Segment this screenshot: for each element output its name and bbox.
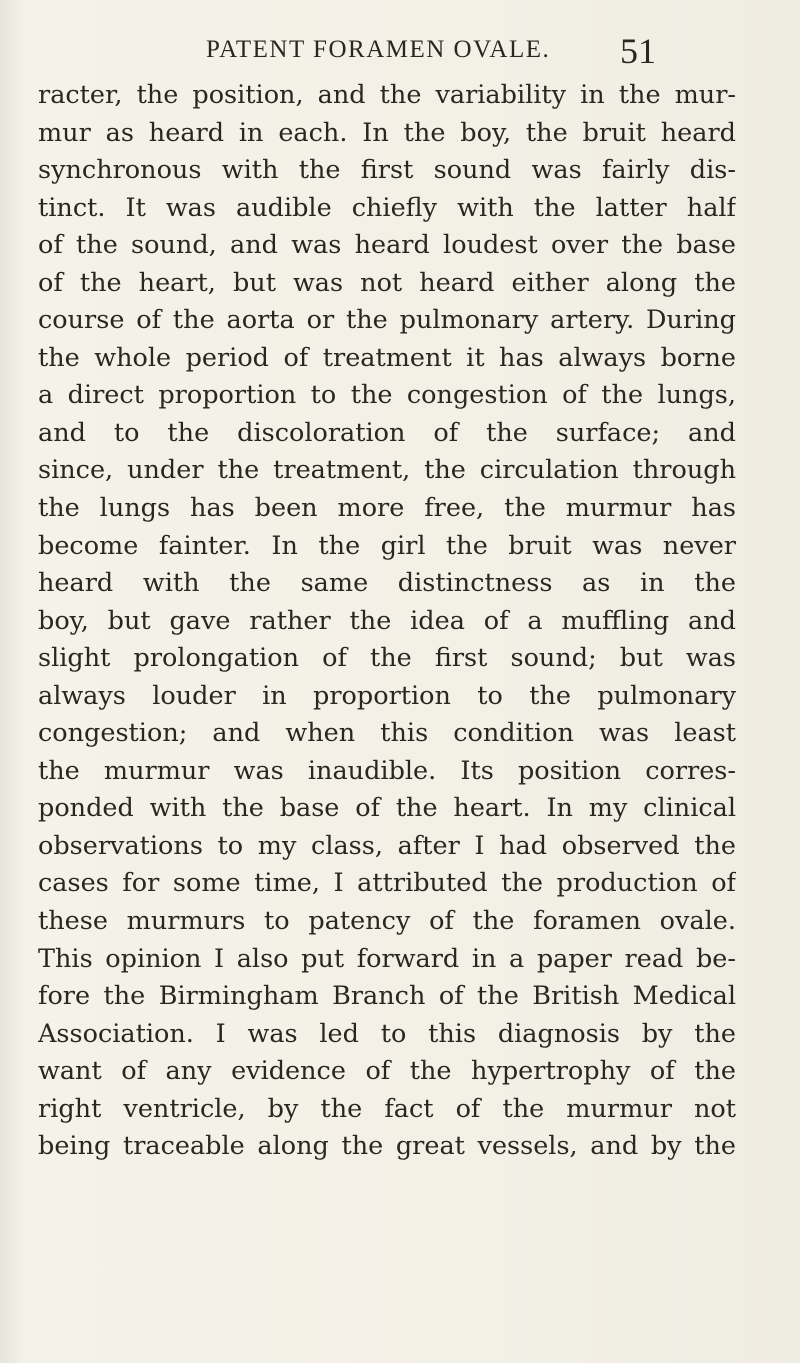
text-line: Association. I was led to this diagnosis by the (38, 1018, 736, 1049)
text-line: of the sound, and was heard loudest over the base (38, 230, 736, 261)
text-line: since, under the treatment, the circulation through (38, 455, 736, 486)
text-line: the murmur was inaudible. Its position corres- (38, 755, 736, 786)
text-line: always louder in proportion to the pulmonary (38, 680, 736, 711)
text-line: of the heart, but was not heard either along the (38, 267, 736, 298)
text-line: synchronous with the first sound was fairly dis- (38, 155, 736, 186)
text-line: slight prolongation of the first sound; but was (38, 643, 736, 674)
text-line: and to the discoloration of the surface; and (38, 417, 736, 448)
text-line: the whole period of treatment it has always borne (38, 342, 736, 373)
text-line: a direct proportion to the congestion of the lungs, (38, 380, 736, 411)
text-line: mur as heard in each. In the boy, the bruit heard (38, 117, 736, 148)
text-line: right ventricle, by the fact of the murmur not (38, 1093, 736, 1124)
text-line: ponded with the base of the heart. In my clinical (38, 793, 736, 824)
text-line: fore the Birmingham Branch of the British Medical (38, 981, 736, 1012)
body-text (38, 77, 736, 1166)
text-line: This opinion I also put forward in a paper read be- (38, 943, 736, 974)
page-number: 51 (620, 31, 656, 71)
text-line: being traceable along the great vessels, and by the (38, 1131, 736, 1162)
text-line: cases for some time, I attributed the production of (38, 868, 736, 899)
text-line: these murmurs to patency of the foramen ovale. (38, 906, 736, 937)
text-line: want of any evidence of the hypertrophy of the (38, 1056, 736, 1087)
text-line: boy, but gave rather the idea of a muffling and (38, 605, 736, 636)
text-line: racter, the position, and the variability in the mur- (38, 80, 736, 110)
running-title: PATENT FORAMEN OVALE. (206, 36, 551, 63)
running-head (206, 30, 656, 70)
page-edge-shadow (0, 0, 26, 1363)
text-line: congestion; and when this condition was least (38, 718, 736, 749)
text-line: tinct. It was audible chiefly with the latter half (38, 192, 736, 223)
text-line: become fainter. In the girl the bruit was never (38, 530, 736, 561)
text-line: heard with the same distinctness as in the (38, 568, 736, 599)
text-line: course of the aorta or the pulmonary artery. During (38, 305, 736, 336)
text-line: observations to my class, after I had observed the (38, 830, 736, 861)
text-line: the lungs has been more free, the murmur has (38, 493, 736, 524)
